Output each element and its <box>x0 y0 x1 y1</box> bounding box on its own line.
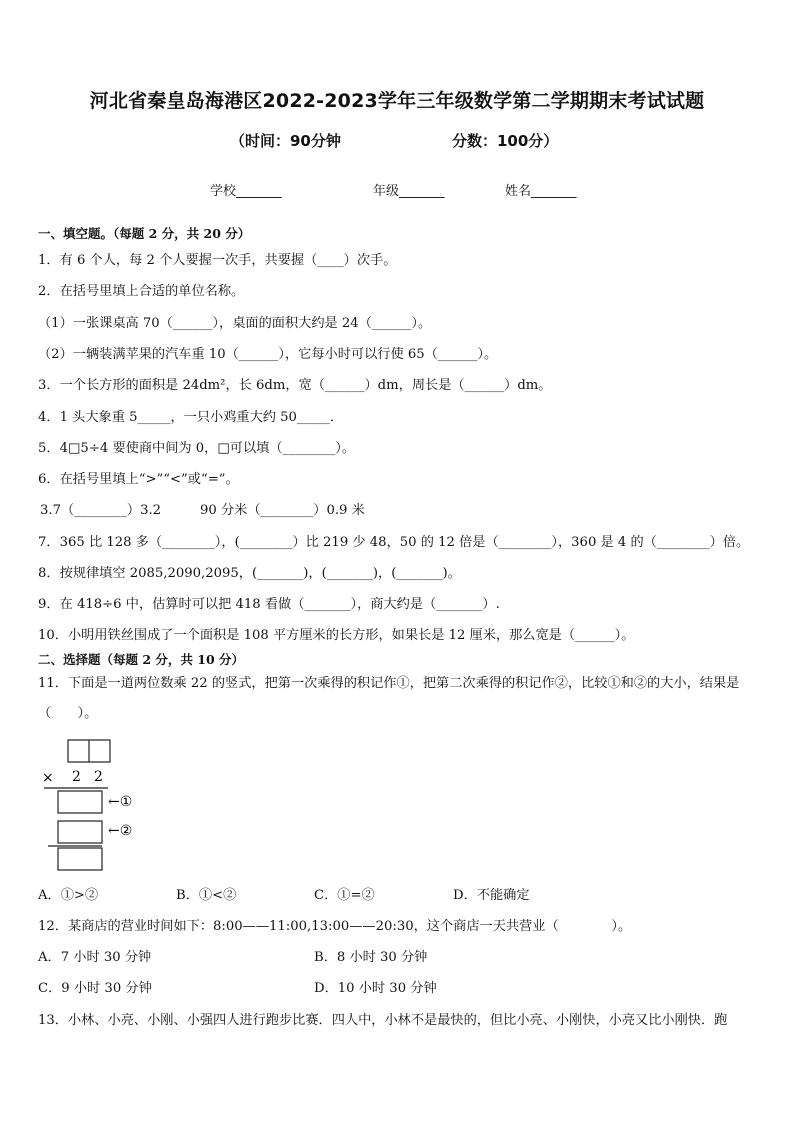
question-9: 9．在 418÷6 中，估算时可以把 418 看做（_______），商大约是（_______）. <box>38 597 500 612</box>
exam-score: 分数：100分） <box>452 132 559 150</box>
q11-option-c: C．①=② <box>314 888 375 903</box>
question-10: 10．小明用铁丝围成了一个面积是 108 平方厘米的长方形，如果长是 12 厘米，那么宽是（______）。 <box>38 628 635 643</box>
question-5: 5．4□5÷4 要使商中间为 0，□可以填（________）。 <box>38 441 356 456</box>
q11-option-d: D．不能确定 <box>453 888 530 903</box>
name-field: 姓名_______ <box>505 184 577 199</box>
product-1-arrow: ←① <box>108 794 133 810</box>
q11-option-a: A．①>② <box>38 888 99 903</box>
q12-option-a: A．7 小时 30 分钟 <box>38 950 152 965</box>
exam-title: 河北省秦皇岛海港区2022-2023学年三年级数学第二学期期末考试试题 <box>89 90 705 112</box>
question-2: 2．在括号里填上合适的单位名称。 <box>38 284 245 299</box>
q12-option-c: C．9 小时 30 分钟 <box>38 981 152 996</box>
question-4: 4．1 头大象重 5_____，一只小鸡重大约 50_____． <box>38 410 344 425</box>
product-1-box <box>58 791 102 813</box>
q12-option-b: B．8 小时 30 分钟 <box>314 950 428 965</box>
times-sign: × <box>42 770 54 786</box>
multiplier-digit-1: 2 <box>72 769 81 785</box>
question-11: 11．下面是一道两位数乘 22 的竖式，把第一次乘得的积记作①，把第二次乘得的积记作②，比较①和②的大小，结果是（ ）。 <box>38 676 740 721</box>
question-3: 3．一个长方形的面积是 24dm²，长 6dm，宽（______）dm，周长是（______）dm。 <box>38 378 552 393</box>
section-1-heading: 一、填空题。（每题 2 分，共 20 分） <box>38 226 251 241</box>
product-2-arrow: ←② <box>108 823 133 839</box>
grade-field: 年级_______ <box>373 184 445 199</box>
sum-box <box>58 848 102 870</box>
school-field: 学校_______ <box>210 184 282 199</box>
section-2-heading: 二、选择题（每题 2 分，共 10 分） <box>38 652 245 667</box>
question-12: 12．某商店的营业时间如下：8:00——11:00,13:00——20:30，这个商店一天共营业（ ）。 <box>38 919 632 934</box>
question-8: 8．按规律填空 2085,2090,2095，(_______)，(_______)，(_______)。 <box>38 566 461 581</box>
multiplier-digit-2: 2 <box>94 769 103 785</box>
question-13: 13．小林、小亮、小刚、小强四人进行跑步比赛．四人中，小林不是最快的，但比小亮、小刚快，小亮又比小刚快．跑 <box>38 1013 728 1028</box>
q11-option-b: B．①<② <box>176 888 237 903</box>
question-6: 6．在括号里填上“>”“<”或“=”。 <box>38 472 239 487</box>
question-2-part-1: （1）一张课桌高 70（______），桌面的面积大约是 24（______）。 <box>38 316 432 331</box>
product-2-box <box>58 821 102 843</box>
q12-option-d: D．10 小时 30 分钟 <box>314 981 437 996</box>
multiplication-figure <box>38 733 168 873</box>
exam-time: （时间：90分钟 <box>230 132 341 150</box>
question-6-item-1: 3.7（________）3.2 <box>40 503 162 518</box>
question-2-part-2: （2）一辆装满苹果的汽车重 10（______），它每小时可以行使 65（______）。 <box>38 347 498 362</box>
question-6-item-2: 90 分米（________）0.9 米 <box>200 503 365 518</box>
question-1: 1．有 6 个人，每 2 个人要握一次手，共要握（____）次手。 <box>38 253 397 268</box>
question-7: 7．365 比 128 多（________），(________）比 219 少 48，50 的 12 倍是（________），360 是 4 的（________）倍。 <box>38 535 750 550</box>
